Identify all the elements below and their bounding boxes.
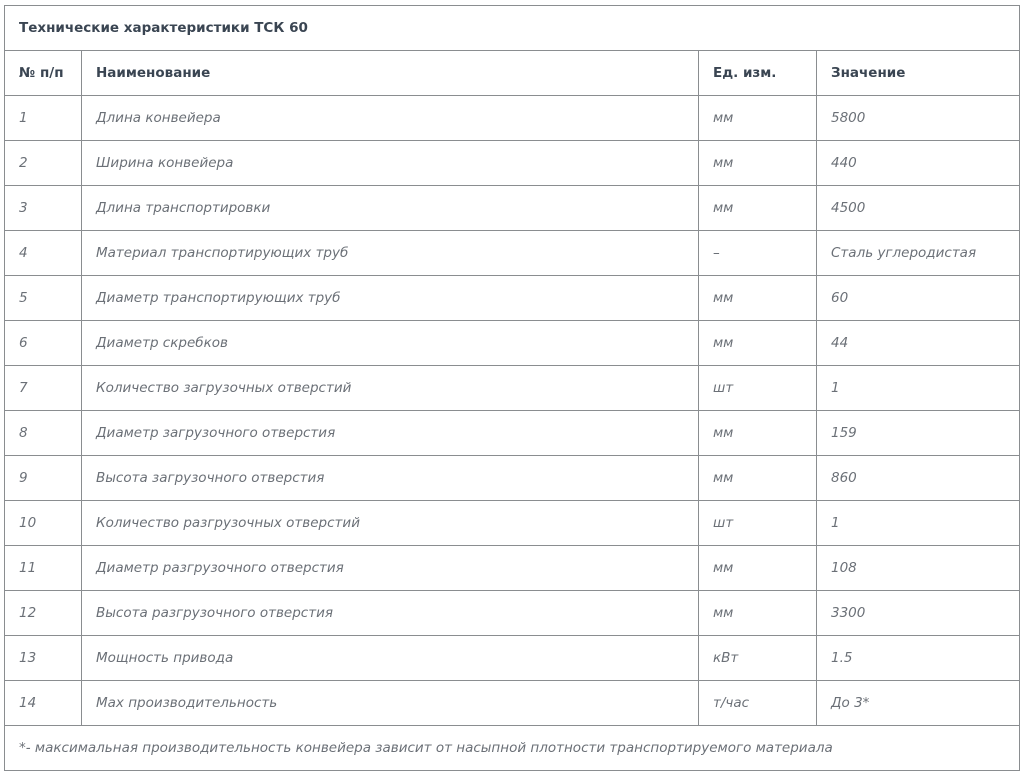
- row-number: 7: [5, 366, 82, 411]
- header-name: Наименование: [82, 51, 699, 96]
- row-value: 44: [817, 321, 1020, 366]
- row-name: Max производительность: [82, 681, 699, 726]
- row-name: Мощность привода: [82, 636, 699, 681]
- table-row: [5, 456, 1020, 501]
- row-value: 5800: [817, 96, 1020, 141]
- row-value: 3300: [817, 591, 1020, 636]
- row-number: 10: [5, 501, 82, 546]
- specifications-table: [4, 5, 1020, 771]
- row-number: 4: [5, 231, 82, 276]
- table-row: [5, 186, 1020, 231]
- row-number: 1: [5, 96, 82, 141]
- footnote: *- максимальная производительность конвейера зависит от насыпной плотности транспортируемого материала: [5, 726, 1020, 771]
- row-unit: мм: [699, 141, 817, 186]
- footnote-row: [5, 726, 1020, 771]
- row-number: 5: [5, 276, 82, 321]
- row-name: Высота разгрузочного отверстия: [82, 591, 699, 636]
- row-name: Длина транспортировки: [82, 186, 699, 231]
- row-name: Высота загрузочного отверстия: [82, 456, 699, 501]
- header-number: № п/п: [5, 51, 82, 96]
- row-number: 12: [5, 591, 82, 636]
- table-row: [5, 141, 1020, 186]
- row-unit: шт: [699, 366, 817, 411]
- table-row: [5, 366, 1020, 411]
- table-title-row: [5, 6, 1020, 51]
- row-unit: мм: [699, 321, 817, 366]
- row-number: 14: [5, 681, 82, 726]
- row-number: 2: [5, 141, 82, 186]
- row-name: Количество загрузочных отверстий: [82, 366, 699, 411]
- row-unit: мм: [699, 546, 817, 591]
- row-value: 860: [817, 456, 1020, 501]
- table-row: [5, 96, 1020, 141]
- table-row: [5, 276, 1020, 321]
- row-unit: мм: [699, 591, 817, 636]
- table-row: [5, 321, 1020, 366]
- row-value: 440: [817, 141, 1020, 186]
- table-row: [5, 591, 1020, 636]
- row-unit: –: [699, 231, 817, 276]
- row-name: Материал транспортирующих труб: [82, 231, 699, 276]
- row-number: 3: [5, 186, 82, 231]
- row-unit: мм: [699, 276, 817, 321]
- row-name: Количество разгрузочных отверстий: [82, 501, 699, 546]
- table-title: Технические характеристики ТСК 60: [5, 6, 1020, 51]
- row-value: 1.5: [817, 636, 1020, 681]
- row-value: Сталь углеродистая: [817, 231, 1020, 276]
- row-unit: мм: [699, 96, 817, 141]
- row-name: Диаметр разгрузочного отверстия: [82, 546, 699, 591]
- row-value: 108: [817, 546, 1020, 591]
- row-value: 1: [817, 501, 1020, 546]
- row-number: 13: [5, 636, 82, 681]
- row-name: Диаметр загрузочного отверстия: [82, 411, 699, 456]
- table-header-row: [5, 51, 1020, 96]
- row-number: 11: [5, 546, 82, 591]
- row-value: До 3*: [817, 681, 1020, 726]
- row-name: Длина конвейера: [82, 96, 699, 141]
- row-unit: кВт: [699, 636, 817, 681]
- row-unit: мм: [699, 411, 817, 456]
- table-row: [5, 546, 1020, 591]
- header-unit: Ед. изм.: [699, 51, 817, 96]
- table-row: [5, 231, 1020, 276]
- row-name: Диаметр скребков: [82, 321, 699, 366]
- row-unit: мм: [699, 186, 817, 231]
- row-unit: мм: [699, 456, 817, 501]
- row-value: 4500: [817, 186, 1020, 231]
- table-row: [5, 411, 1020, 456]
- row-unit: шт: [699, 501, 817, 546]
- table-row: [5, 636, 1020, 681]
- row-name: Диаметр транспортирующих труб: [82, 276, 699, 321]
- row-value: 1: [817, 366, 1020, 411]
- table-row: [5, 681, 1020, 726]
- row-number: 9: [5, 456, 82, 501]
- row-value: 159: [817, 411, 1020, 456]
- row-number: 6: [5, 321, 82, 366]
- table-row: [5, 501, 1020, 546]
- row-name: Ширина конвейера: [82, 141, 699, 186]
- row-value: 60: [817, 276, 1020, 321]
- header-value: Значение: [817, 51, 1020, 96]
- row-number: 8: [5, 411, 82, 456]
- row-unit: т/час: [699, 681, 817, 726]
